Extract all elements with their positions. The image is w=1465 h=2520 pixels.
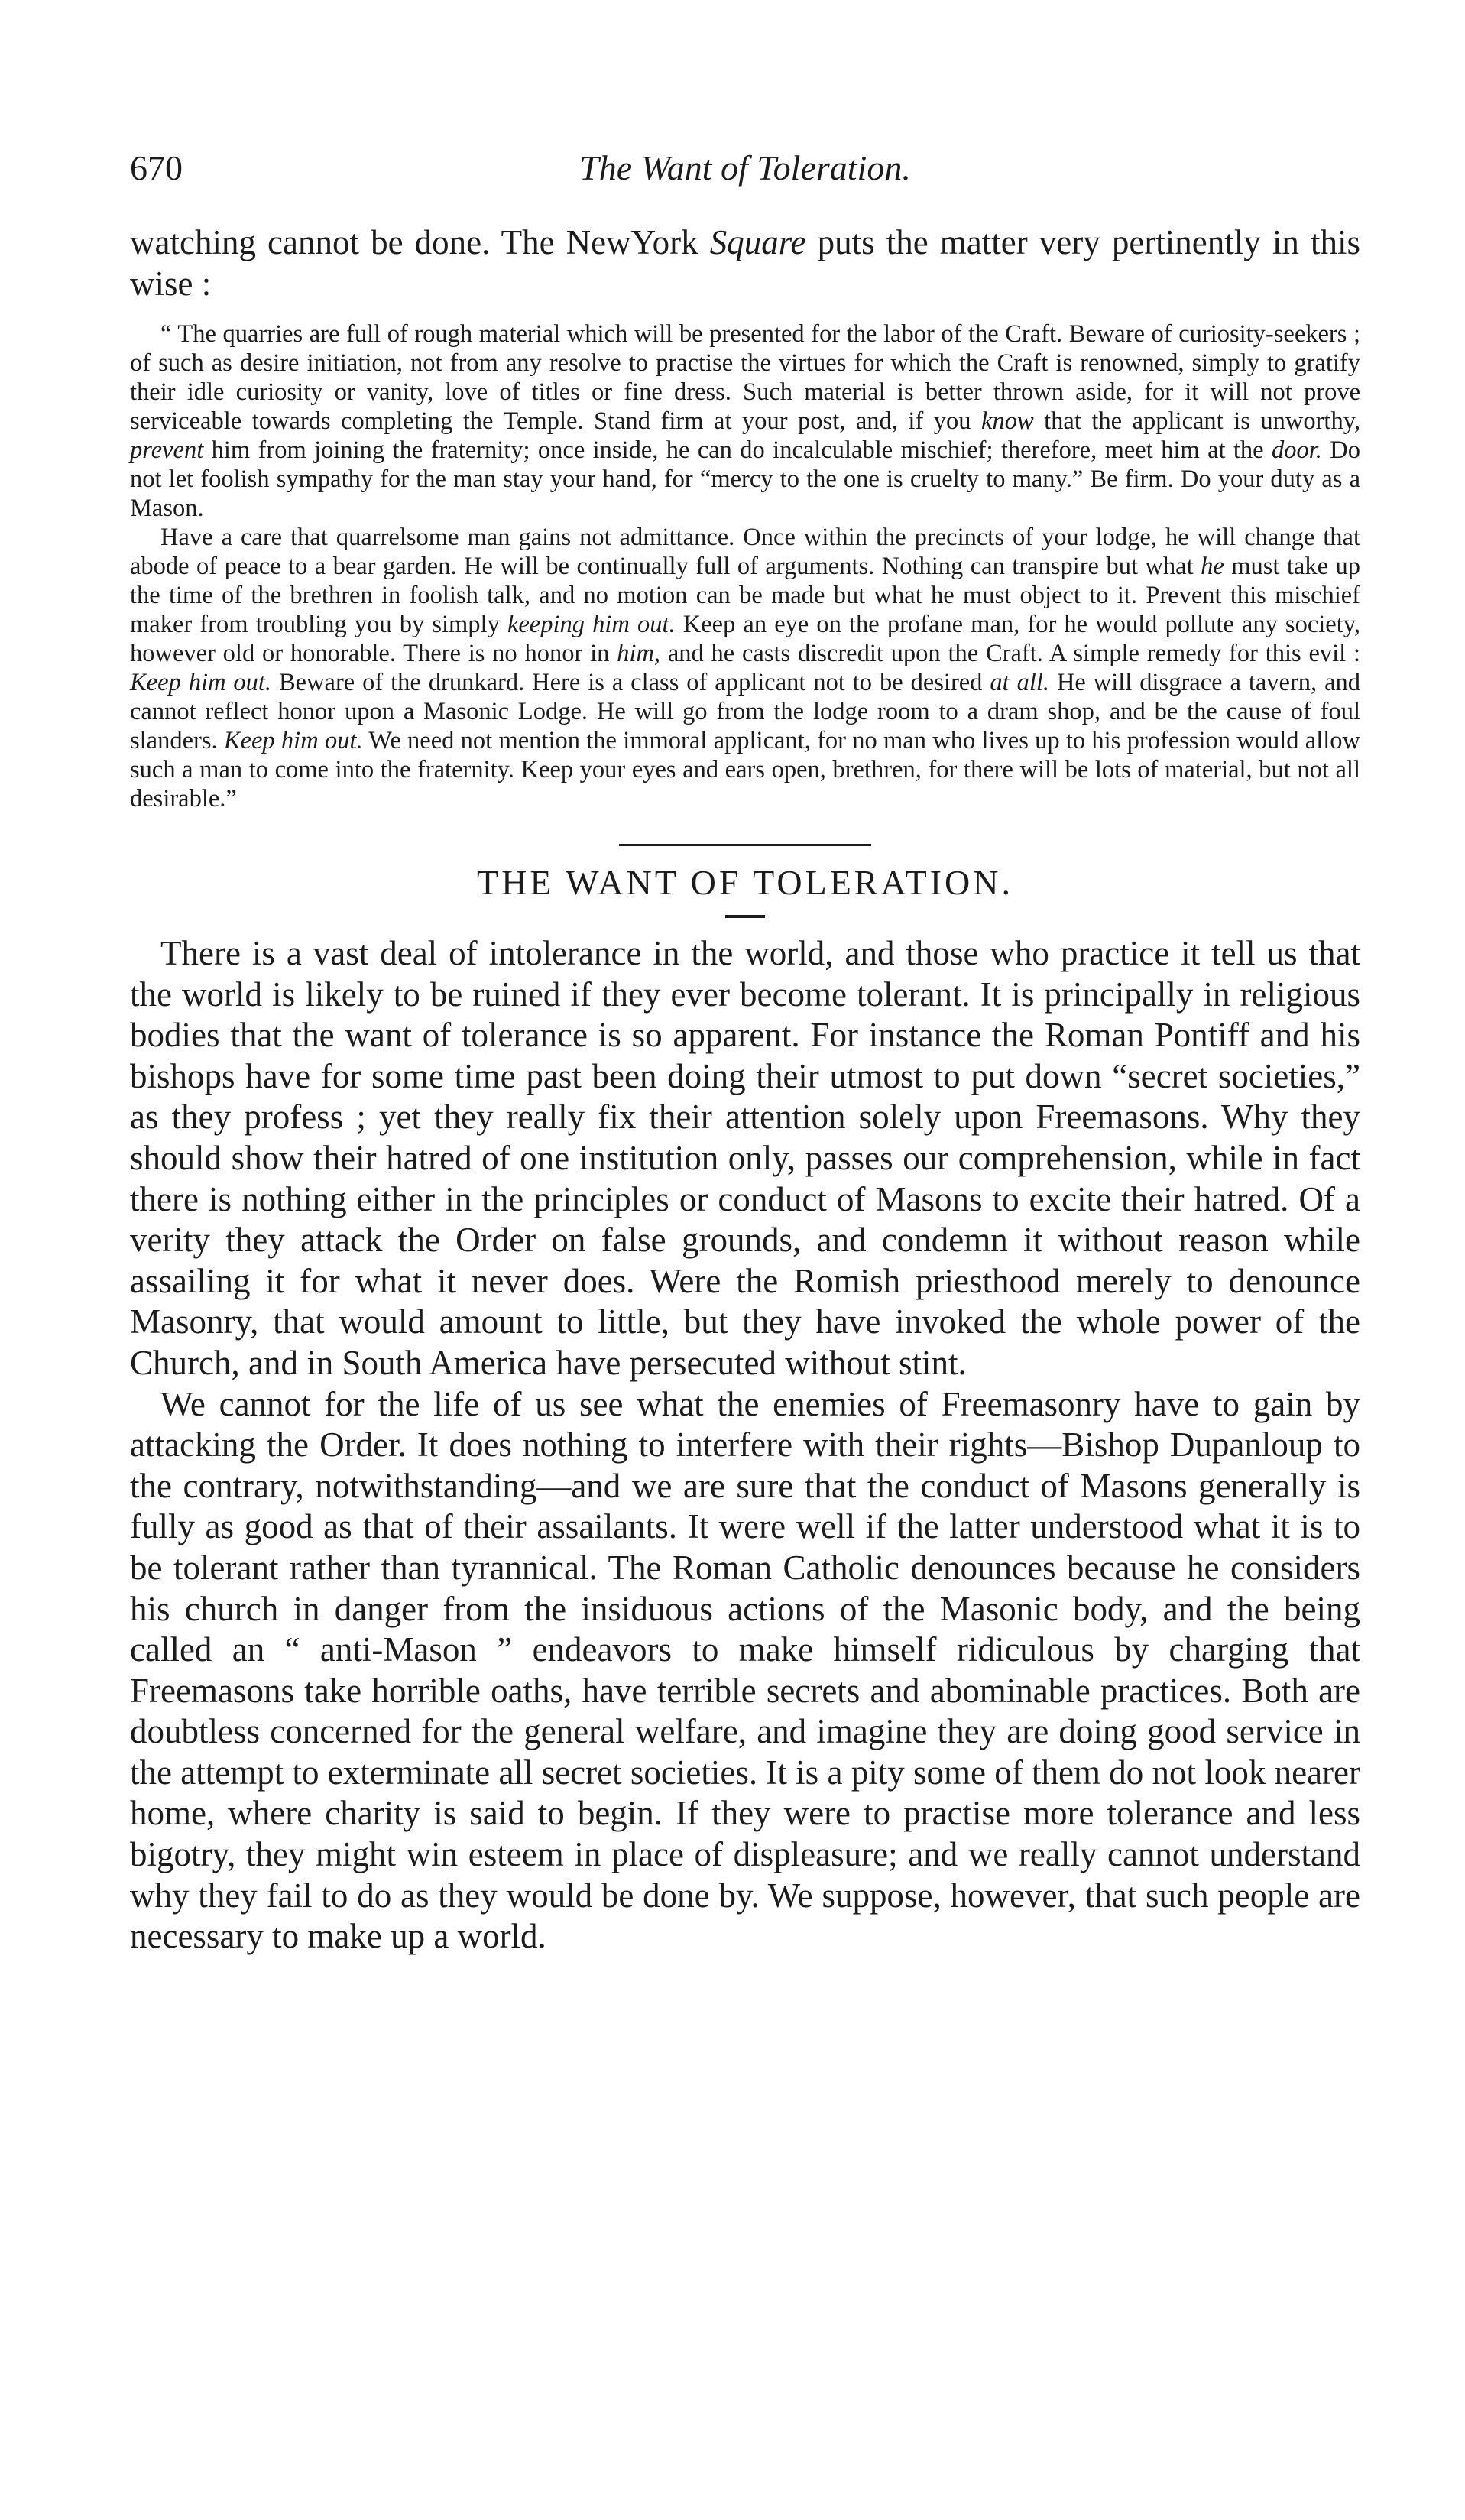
quote-text: We need not mention the immoral applicant, for no man who lives up to his profession would allow such a man to come into the fraternity. Keep your eyes and ears open, brethren, for there will be lots of material, but not all desirable.”: [130, 727, 1360, 812]
quote-text: Do not let foolish sympathy for the man stay your hand, for “mercy to the one is cruelty to many.” Be firm. Do your duty as a Mason.: [130, 436, 1360, 522]
emphasized-text: at all.: [990, 669, 1050, 696]
quote-text: Keep an eye on the profane man, for he would pollute any society, however old or honorable. There is no honor in: [130, 611, 1360, 667]
block-quote: [130, 319, 1360, 813]
quote-text: him from joining the fraternity; once inside, he can do incalculable mischief; therefore, meet him at the: [203, 436, 1272, 464]
publication-name: Square: [709, 223, 806, 261]
quote-text: Beware of the drunkard. Here is a class of applicant not to be desired: [271, 669, 990, 696]
heading-underline-rule: [725, 915, 765, 918]
running-head: [130, 145, 1360, 191]
quote-paragraph: [130, 319, 1360, 523]
running-title: The Want of Toleration.: [579, 148, 911, 187]
quote-text: Have a care that quarrelsome man gains not admittance. Once within the precincts of your lodge, he will change that abode of peace to a bear garden. He will be continually full of arguments. Nothing can transpire but what: [130, 524, 1360, 580]
quote-text: must take up the time of the brethren in foolish talk, and no motion can be made but what he must object to it. Prevent this mischief maker from troubling you by simply: [130, 553, 1360, 638]
quote-text: “ The quarries are full of rough material which will be presented for the labor of the Craft. Beware of curiosity-seekers ; of such as desire initiation, not from any resolve to practise the virtues for which the Craft is renowned, simply to gratify their idle curiosity or vanity, love of titles or fine dress. Such material is better thrown aside, for it will not prove serviceable towards completing the Temple. Stand firm at your post, and, if you: [130, 320, 1360, 435]
emphasized-text: Keep him out.: [130, 669, 272, 696]
quote-paragraph: [130, 523, 1360, 813]
emphasized-text: him,: [617, 640, 661, 667]
emphasized-text: Keep him out.: [223, 727, 363, 754]
section-divider-rule: [619, 844, 871, 846]
emphasized-text: keeping him out.: [507, 611, 676, 638]
emphasized-text: know: [981, 407, 1034, 435]
emphasized-text: prevent: [130, 436, 204, 464]
lead-in-paragraph: [130, 222, 1360, 304]
quote-text: and he casts discredit upon the Craft. A simple remedy for this evil :: [660, 640, 1360, 667]
quote-text: He will disgrace a tavern, and cannot reflect honor upon a Masonic Lodge. He will go from the lodge room to a dram shop, and be the cause of foul slanders.: [130, 669, 1361, 754]
emphasized-text: door.: [1271, 436, 1322, 464]
lead-in-text-end: puts the matter very pertinently in this wise :: [130, 223, 1360, 303]
article-paragraph: There is a vast deal of intolerance in the world, and those who practice it tell us that the world is likely to be ruined if they ever become tolerant. It is principally in religious bodies that the want of tolerance is so apparent. For instance the Roman Pontiff and his bishops have for some time past been doing their utmost to put down “secret societies,” as they profess ; yet they really fix their attention solely upon Freemasons. Why they should show their hatred of one institution only, passes our comprehension, while in fact there is nothing either in the principles or conduct of Masons to excite their hatred. Of a verity they attack the Order on false grounds, and condemn it without reason while assailing it for what it never does. Were the Romish priesthood merely to denounce Masonry, that would amount to little, but they have invoked the whole power of the Church, and in South America have persecuted without stint.: [130, 934, 1360, 1382]
article-body: [130, 933, 1360, 1957]
page-number: 670: [130, 148, 183, 187]
section-heading: THE WANT OF TOLERATION.: [477, 863, 1013, 902]
journal-page: [130, 145, 1360, 1957]
emphasized-text: he: [1201, 553, 1224, 580]
lead-in-text-start: watching cannot be done. The NewYork: [130, 223, 710, 261]
quote-text: that the applicant is unworthy,: [1033, 407, 1360, 435]
article-paragraph: We cannot for the life of us see what the enemies of Freemasonry have to gain by attacking the Order. It does nothing to interfere with their rights—Bishop Dupanloup to the contrary, notwithstanding—and we are sure that the conduct of Masons generally is fully as good as that of their assailants. It were well if the latter understood what it is to be tolerant rather than tyrannical. The Roman Catholic denounces because he considers his church in danger from the insiduous actions of the Masonic body, and the being called an “ anti-Mason ” endeavors to make himself ridiculous by charging that Freemasons take horrible oaths, have terrible secrets and abominable practices. Both are doubtless concerned for the general welfare, and imagine they are doing good service in the attempt to exterminate all secret societies. It is a pity some of them do not look nearer home, where charity is said to begin. If they were to practise more tolerance and less bigotry, they might win esteem in place of displeasure; and we really cannot understand why they fail to do as they would be done by. We suppose, however, that such people are necessary to make up a world.: [130, 1384, 1360, 1956]
